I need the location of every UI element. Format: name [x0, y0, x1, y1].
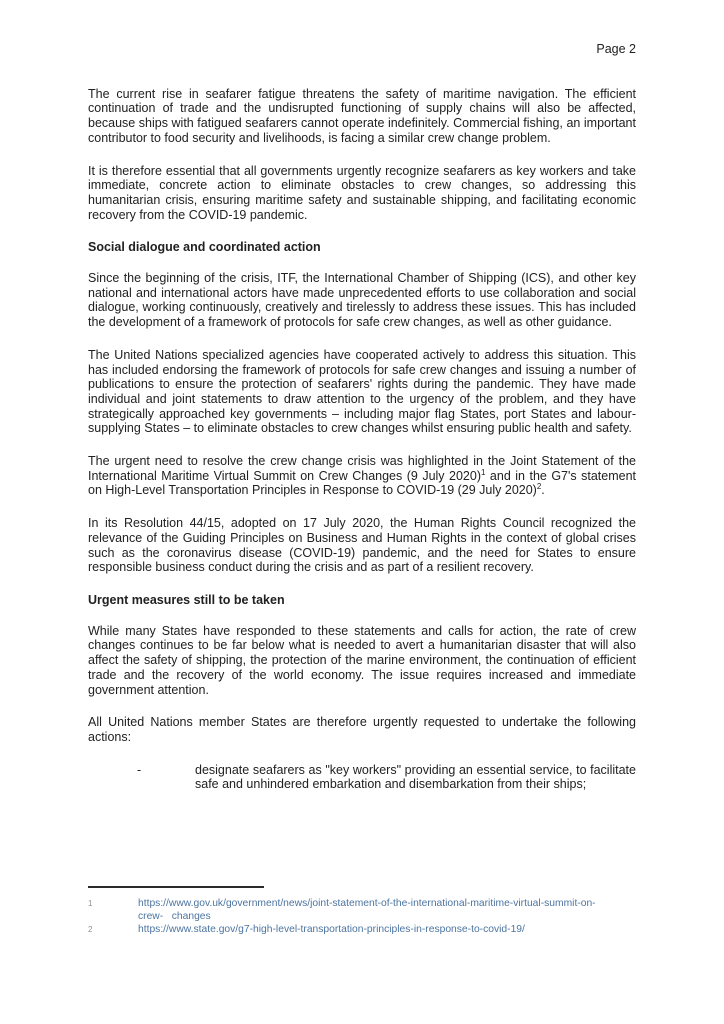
bullet-dash-marker: - [137, 762, 142, 777]
footnote-ref-2: 2 [536, 482, 542, 492]
page-number: Page 2 [596, 42, 636, 56]
footnote-item-1 [88, 897, 636, 923]
footnote-1-link-line-2[interactable]: crew- changes [138, 911, 211, 922]
footnote-1-number: 1 [88, 899, 93, 908]
footnote-1-link[interactable] [138, 897, 636, 923]
paragraph-intro-1: The current rise in seafarer fatigue threatens the safety of maritime navigation. The efficient continuation of trade and the undisrupted functioning of supply chains will also be affected, because ships with fatigued seafarers cannot operate indefinitely. Commercial fishing, an important contributor to food security and livelihoods, is facing a similar crew change problem. [88, 86, 636, 145]
footnote-item-2 [88, 923, 636, 936]
footnote-separator-line [88, 886, 264, 888]
paragraph-joint-statement [88, 454, 636, 498]
paragraph-social-1: Since the beginning of the crisis, ITF, the International Chamber of Shipping (ICS), and other key national and international actors have made unprecedented efforts to use collaboration and social dialogue, working continuously, creatively and tirelessly to address these issues. This has included the development of a framework of protocols for safe crew changes, as well as other guidance. [88, 271, 636, 330]
paragraph-urgent-1: While many States have responded to these statements and calls for action, the rate of crew changes continues to be far below what is needed to avert a humanitarian disaster that will also affect the safety of shipping, the protection of the marine environment, the continuation of efficient trade and the recovery of the world economy. The issue requires increased and immediate government attention. [88, 623, 636, 697]
footnote-ref-1: 1 [481, 467, 486, 477]
paragraph-resolution: In its Resolution 44/15, adopted on 17 July 2020, the Human Rights Council recognized the relevance of the Guiding Principles on Business and Human Rights in the context of global crises such as the coronavirus disease (COVID-19) pandemic, and the need for States to ensure responsible business conduct during the crisis and as part of a resilient recovery. [88, 516, 636, 575]
footnote-2-link-line-1[interactable]: https://www.state.gov/g7-high-level-transportation-principles-in-response-to-covid-19/ [138, 924, 525, 935]
joint-statement-text-2: and in the G7's statement on High-Level Transportation Principles in Response to COVID-19 (29 July 2020) [88, 468, 636, 498]
heading-social-dialogue: Social dialogue and coordinated action [88, 240, 321, 255]
paragraph-intro-2: It is therefore essential that all governments urgently recognize seafarers as key workers and take immediate, concrete action to eliminate obstacles to crew changes, so addressing this humanitarian crisis, ensuring maritime safety and sustainable shipping, and facilitating economic recovery from the COVID-19 pandemic. [88, 163, 636, 222]
bullet-item-text: designate seafarers as "key workers" providing an essential service, to facilitate safe and unhindered embarkation and disembarkation from their ships; [195, 762, 636, 792]
paragraph-social-2: The United Nations specialized agencies have cooperated actively to address this situation. This has included endorsing the framework of protocols for safe crew changes and issuing a number of publications to ensure the protection of seafarers' rights during the pandemic. They have made individual and joint statements to draw attention to the urgency of the problem, and they have strategically approached key governments – including major flag States, port States and labour-supplying States – to eliminate obstacles to crew changes whilst ensuring public health and safety. [88, 347, 636, 436]
footnote-2-number: 2 [88, 925, 93, 934]
bullet-item-designate-key-workers [88, 763, 636, 792]
heading-urgent-measures: Urgent measures still to be taken [88, 592, 285, 607]
page-content [88, 42, 636, 810]
joint-statement-text-3: . [541, 483, 545, 498]
joint-statement-text-1: The urgent need to resolve the crew change crisis was highlighted in the Joint Statement of the International Maritime Virtual Summit on Crew Changes (9 July 2020) [88, 454, 636, 483]
footnotes-section [88, 886, 636, 936]
paragraph-urgent-2: All United Nations member States are therefore urgently requested to undertake the following actions: [88, 715, 636, 744]
footnote-1-link-line-1[interactable]: https://www.gov.uk/government/news/joint-statement-of-the-international-maritime-virtual-summit-on- [138, 898, 596, 909]
footnote-2-link[interactable] [138, 923, 636, 936]
